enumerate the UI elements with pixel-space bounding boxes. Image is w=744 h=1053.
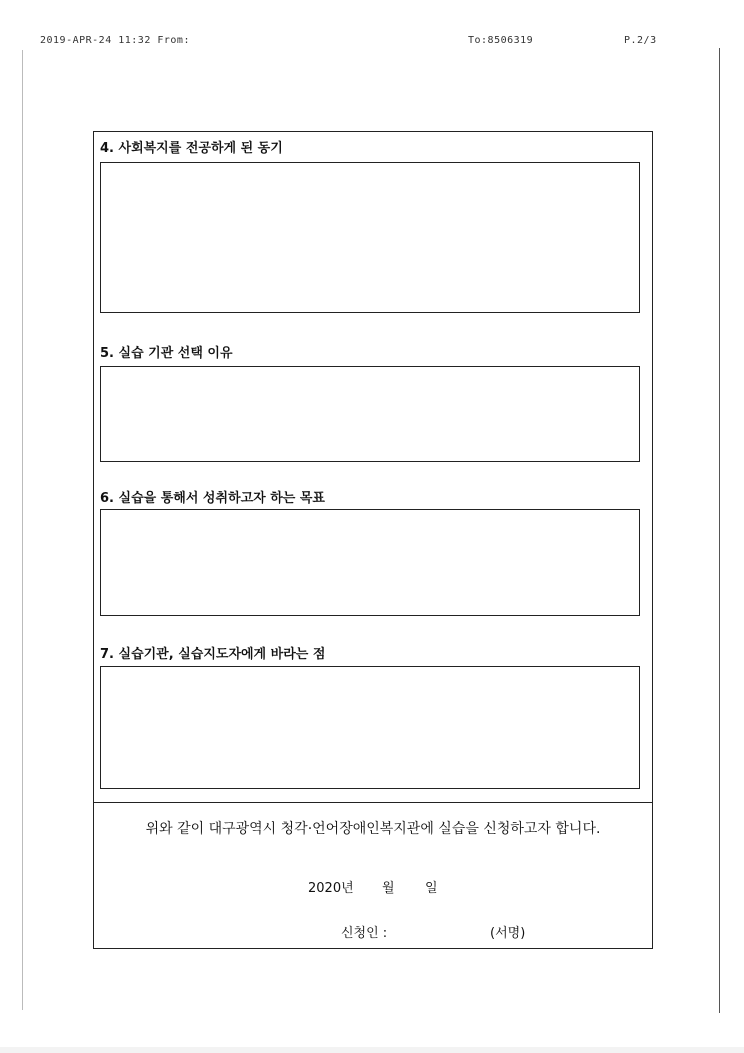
signature-note: (서명) — [490, 926, 526, 941]
section-5-title: 5. 실습 기관 선택 이유 — [100, 346, 233, 361]
section-6-title: 6. 실습을 통해서 성취하고자 하는 목표 — [100, 491, 325, 506]
fax-page-number: P.2/3 — [624, 35, 657, 46]
section-5-answer-box[interactable] — [100, 366, 640, 462]
section-4-answer-box[interactable] — [100, 162, 640, 313]
section-6-answer-box[interactable] — [100, 509, 640, 616]
section-7-answer-box[interactable] — [100, 666, 640, 789]
date-month: 월 — [382, 881, 395, 896]
date-year: 2020년 — [308, 881, 354, 896]
fax-recipient: To:8506319 — [468, 35, 534, 46]
application-form — [93, 131, 653, 949]
left-margin-line — [22, 50, 23, 1010]
applicant-label: 신청인 : — [341, 926, 388, 941]
date-day: 일 — [425, 881, 438, 896]
scan-edge — [0, 1047, 744, 1053]
section-4-title: 4. 사회복지를 전공하게 된 동기 — [100, 141, 283, 156]
declaration-divider — [94, 802, 652, 803]
right-margin-line — [719, 48, 720, 1013]
section-7-title: 7. 실습기관, 실습지도자에게 바라는 점 — [100, 647, 326, 662]
fax-timestamp: 2019-APR-24 11:32 From: — [40, 35, 190, 46]
declaration-text: 위와 같이 대구광역시 청각·언어장애인복지관에 실습을 신청하고자 합니다. — [145, 821, 601, 837]
